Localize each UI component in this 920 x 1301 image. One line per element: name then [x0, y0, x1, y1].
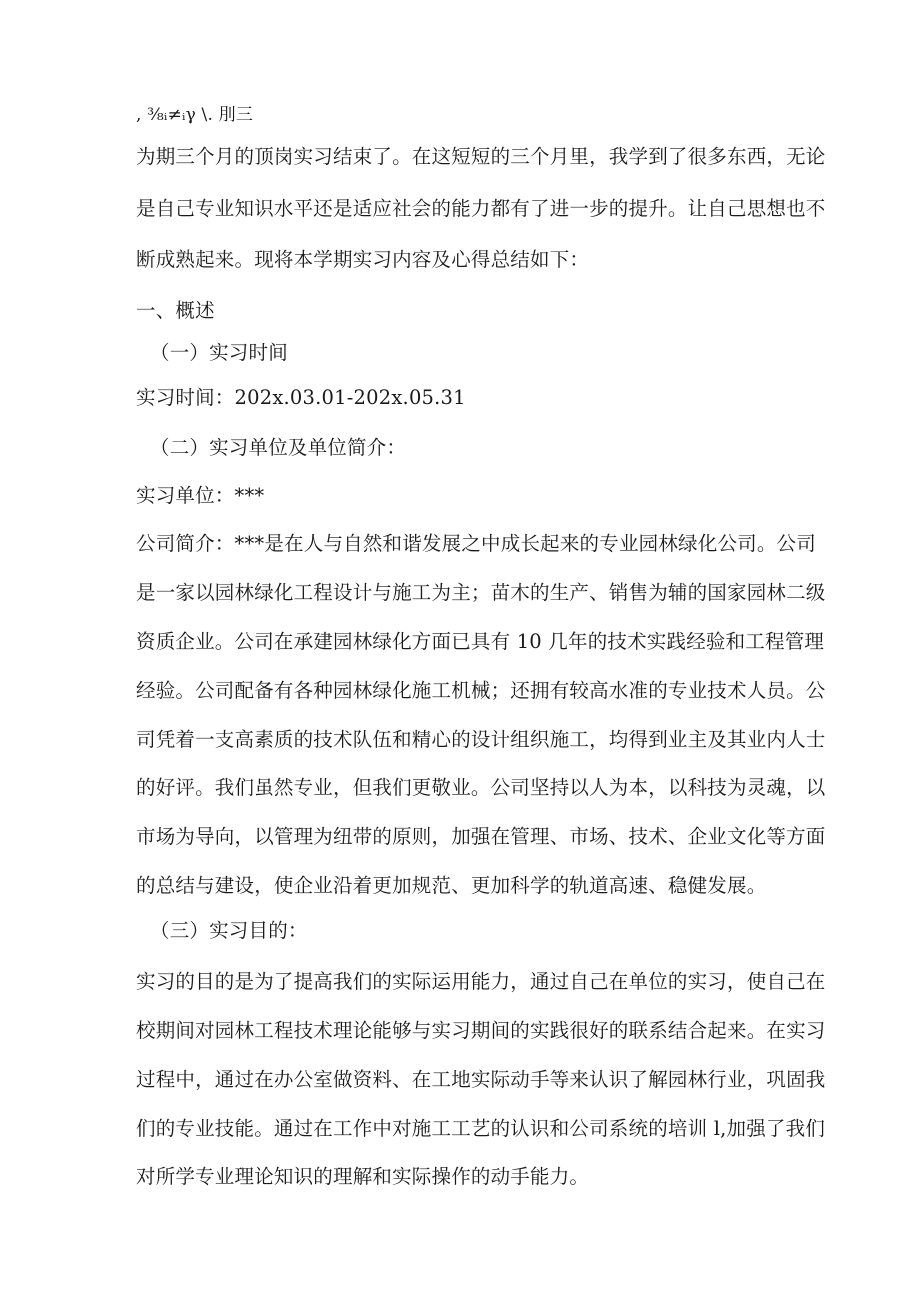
- subsection-heading: （三）实习目的：: [150, 919, 308, 942]
- paragraph-line: 的总结与建设，使企业沿着更加规范、更加科学的轨道高速、稳健发展。: [136, 874, 767, 897]
- paragraph-line: 经验。公司配备有各种园林绿化施工机械；还拥有较高水准的专业技术人员。公: [136, 679, 826, 702]
- section-heading: 一、概述: [136, 299, 215, 322]
- garbled-header: , ⅜ᵢ≠ᵢγ \. 刖三: [136, 105, 254, 125]
- paragraph-line: 是一家以园林绿化工程设计与施工为主；苗木的生产、销售为辅的国家园林二级: [136, 581, 826, 604]
- paragraph-line: 资质企业。公司在承建园林绿化方面已具有 10 几年的技术实践经验和工程管理: [136, 630, 825, 653]
- paragraph-line: 市场为导向，以管理为纽带的原则，加强在管理、市场、技术、企业文化等方面: [136, 825, 826, 848]
- internship-time: 实习时间：202x.03.01-202x.05.31: [136, 386, 466, 409]
- paragraph-line: 是自己专业知识水平还是适应社会的能力都有了进一步的提升。让自己思想也不: [136, 197, 826, 220]
- paragraph-line: 对所学专业理论知识的理解和实际操作的动手能力。: [136, 1165, 590, 1188]
- subsection-heading: （一）实习时间: [150, 341, 288, 364]
- paragraph-line: 司凭着一支高素质的技术队伍和精心的设计组织施工，均得到业主及其业内人士: [136, 728, 826, 751]
- paragraph-line: 断成熟起来。现将本学期实习内容及心得总结如下：: [136, 248, 590, 271]
- paragraph-line: 的好评。我们虽然专业，但我们更敬业。公司坚持以人为本，以科技为灵魂，以: [136, 776, 826, 799]
- paragraph-line: 公司简介：***是在人与自然和谐发展之中成长起来的专业园林绿化公司。公司: [136, 532, 816, 555]
- paragraph-line: 过程中，通过在办公室做资料、在工地实际动手等来认识了解园林行业，巩固我: [136, 1068, 826, 1091]
- subsection-heading: （二）实习单位及单位简介：: [150, 436, 407, 459]
- paragraph-line: 为期三个月的顶岗实习结束了。在这短短的三个月里，我学到了很多东西，无论: [136, 145, 826, 168]
- internship-unit: 实习单位：***: [136, 484, 265, 507]
- paragraph-line: 校期间对园林工程技术理论能够与实习期间的实践很好的联系结合起来。在实习: [136, 1019, 826, 1042]
- paragraph-line: 实习的目的是为了提高我们的实际运用能力，通过自己在单位的实习，使自己在: [136, 970, 826, 993]
- paragraph-line: 们的专业技能。通过在工作中对施工工艺的认识和公司系统的培训 l,加强了我们: [136, 1117, 826, 1140]
